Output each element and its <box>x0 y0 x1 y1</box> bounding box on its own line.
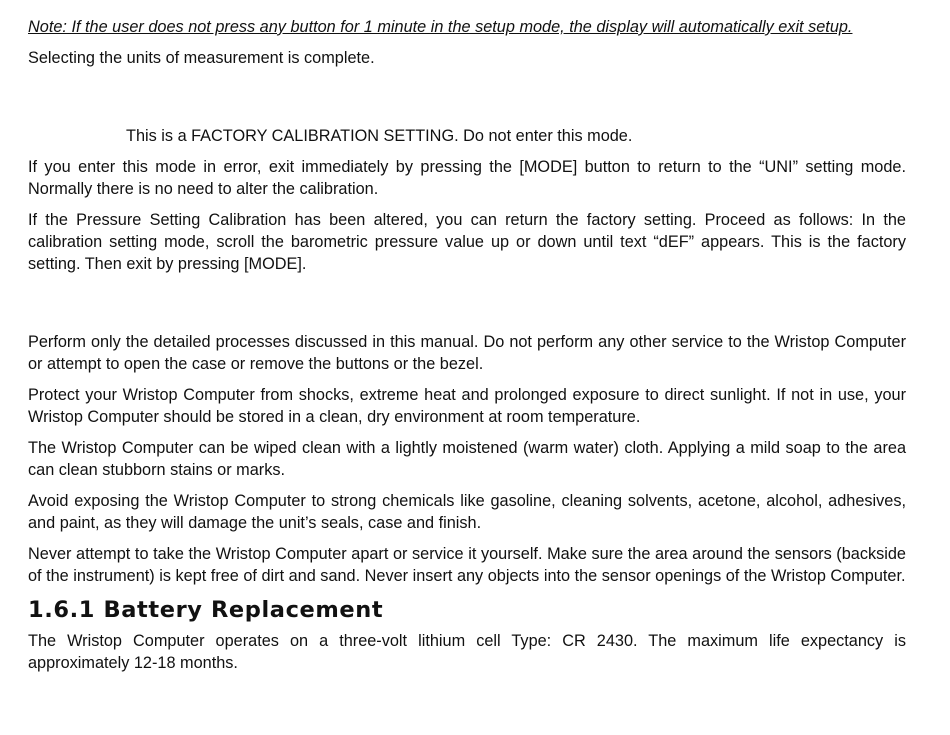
battery-section-heading: 1.6.1 Battery Replacement <box>28 597 384 623</box>
care-processes-paragraph: Perform only the detailed processes discussed in this manual. Do not perform any other service to the Wristop Computer or attempt to open the case or remove the buttons or the bezel. <box>28 333 906 373</box>
units-complete-text: Selecting the units of measurement is complete. <box>28 49 375 67</box>
mode-error-instructions: If you enter this mode in error, exit immediately by pressing the [MODE] button to return to the “UNI” setting mode. Normally there is no need to alter the calibration. <box>28 158 906 198</box>
care-chemicals-paragraph: Avoid exposing the Wristop Computer to strong chemicals like gasoline, cleaning solvents, acetone, alcohol, adhesives, and paint, as they will damage the unit’s seals, case and finish. <box>28 492 906 532</box>
factory-calibration-warning: This is a FACTORY CALIBRATION SETTING. Do not enter this mode. <box>126 127 633 145</box>
battery-section-body: The Wristop Computer operates on a three-volt lithium cell Type: CR 2430. The maximum life expectancy is approximately 12-18 months. <box>28 632 906 672</box>
setup-timeout-note: Note: If the user does not press any button for 1 minute in the setup mode, the display will automatically exit setup. <box>28 18 853 36</box>
care-protect-paragraph: Protect your Wristop Computer from shocks, extreme heat and prolonged exposure to direct sunlight. If not in use, your Wristop Computer should be stored in a clean, dry environment at room temperature. <box>28 386 906 426</box>
pressure-reset-instructions: If the Pressure Setting Calibration has been altered, you can return the factory setting. Proceed as follows: In the calibration setting mode, scroll the barometric pressure value up or down until text “dEF” appears. This is the factory setting. Then exit by pressing [MODE]. <box>28 211 906 273</box>
document-page <box>28 16 906 674</box>
care-service-paragraph: Never attempt to take the Wristop Computer apart or service it yourself. Make sure the area around the sensors (backside of the instrument) is kept free of dirt and sand. Never insert any objects into the sensor openings of the Wristop Computer. <box>28 545 906 585</box>
care-clean-paragraph: The Wristop Computer can be wiped clean with a lightly moistened (warm water) cloth. Applying a mild soap to the area can clean stubborn stains or marks. <box>28 439 906 479</box>
